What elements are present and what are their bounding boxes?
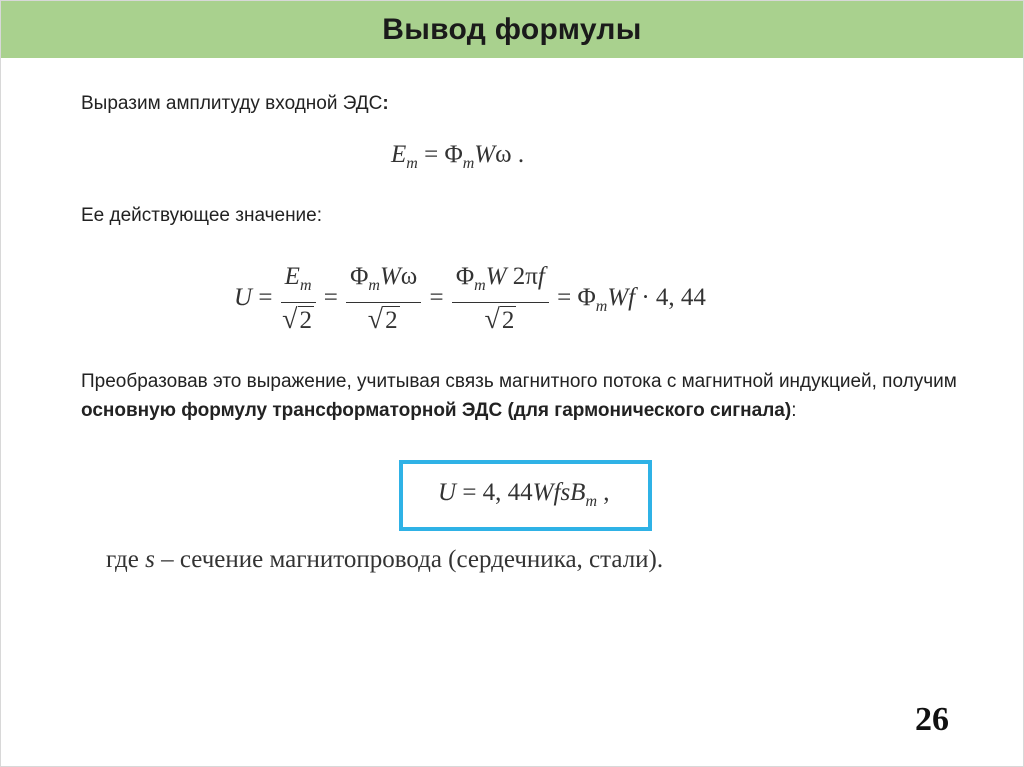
formula-symbol-f: f [628, 284, 636, 312]
formula-sqrt-arg: 2 [385, 307, 398, 334]
formula-two-pi: 2π [512, 263, 538, 290]
formula-amplitude [391, 141, 524, 173]
note-cross-section [106, 546, 663, 574]
formula-symbol-U: U [438, 479, 457, 506]
formula-period: . [517, 141, 525, 168]
formula-symbol-E: E [284, 263, 300, 290]
formula-symbol-U: U [234, 284, 253, 312]
title-bar [1, 1, 1023, 58]
formula-symbol-omega: ω [495, 141, 512, 168]
formula-symbol-W: W [607, 284, 629, 312]
formula-subscript-m: m [595, 298, 608, 316]
paragraph-amplitude [81, 89, 389, 118]
fraction-2: $\frac{\Phi_mW\omega}{√2}$ [346, 263, 421, 336]
paragraph-effective-value: Ее действующее значение: [81, 205, 323, 226]
formula-equals: = [557, 284, 572, 312]
formula-subscript-m: m [462, 155, 475, 172]
page-number: 26 [915, 701, 949, 738]
paragraph-transform [81, 367, 961, 425]
formula-equals: = [258, 284, 273, 312]
formula-symbol-Phi: Φ [577, 284, 596, 312]
formula-multiplier: · 4, 44 [641, 284, 706, 312]
paragraph-amplitude-text: Выразим амплитуду входной ЭДС [81, 93, 383, 114]
fraction-3: $\frac{\Phi_mW 2\pi f}{√2}$ [452, 263, 549, 336]
formula-symbol-W: W [474, 141, 496, 168]
formula-symbol-W: W [379, 263, 401, 290]
note-prefix: где [106, 546, 146, 573]
fraction-1: $\frac{E_m}{√2}$ [281, 263, 316, 336]
paragraph-transform-bold: основную формулу трансформаторной ЭДС (для гармонического сигнала) [81, 400, 792, 421]
formula-symbol-W: W [485, 263, 507, 290]
formula-subscript-m: m [406, 155, 418, 172]
slide-title: Вывод формулы [382, 12, 642, 46]
paragraph-transform-colon: : [791, 400, 797, 421]
formula-transformer-emf [438, 479, 610, 511]
formula-sqrt-arg: 2 [299, 307, 313, 334]
formula-symbol-Phi: Φ [455, 263, 475, 290]
paragraph-transform-text: Преобразовав это выражение, учитывая связь магнитного потока с магнитной индукцией, получим [81, 371, 957, 392]
note-symbol-s: s [145, 546, 155, 573]
formula-symbols-WfsB: WfsB [532, 479, 586, 506]
formula-symbol-Phi: Φ [444, 141, 463, 168]
formula-symbol-Phi: Φ [350, 263, 369, 290]
formula-symbol-f: f [537, 263, 545, 290]
formula-subscript-m: m [585, 493, 598, 510]
formula-subscript-m: m [299, 277, 312, 294]
formula-equals: = [323, 284, 338, 312]
formula-equals: = [429, 284, 444, 312]
formula-subscript-m: m [368, 277, 380, 294]
formula-comma: , [603, 479, 610, 506]
formula-subscript-m: m [474, 277, 486, 294]
formula-sqrt-arg: 2 [501, 307, 515, 334]
note-text: – сечение магнитопровода (сердечника, стали). [154, 546, 664, 573]
formula-symbol-E: E [391, 141, 407, 168]
formula-coefficient: = 4, 44 [462, 479, 533, 506]
formula-effective-value [234, 263, 706, 336]
paragraph-amplitude-colon: : [382, 93, 389, 114]
formula-equals: = [424, 141, 439, 168]
formula-symbol-omega: ω [400, 263, 418, 290]
